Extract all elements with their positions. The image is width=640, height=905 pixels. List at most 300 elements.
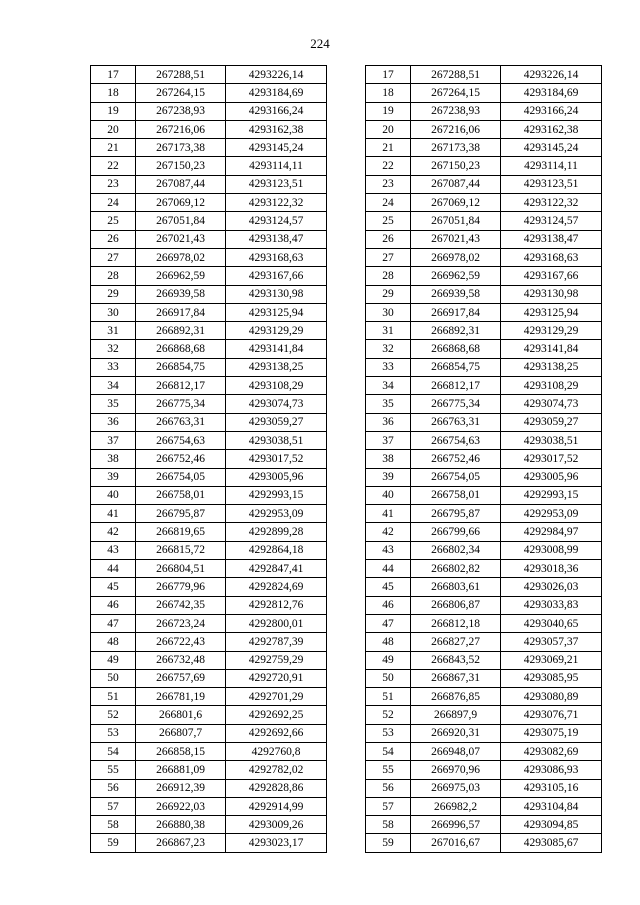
point-number-cell: 41 xyxy=(366,505,411,523)
point-number-cell: 24 xyxy=(91,194,136,212)
point-number-cell: 34 xyxy=(366,377,411,395)
y-coordinate-cell: 4293125,94 xyxy=(501,303,602,321)
point-number-cell: 46 xyxy=(91,596,136,614)
table-row xyxy=(366,486,602,504)
x-coordinate-cell: 266807,7 xyxy=(136,724,226,742)
y-coordinate-cell: 4292701,29 xyxy=(226,688,327,706)
point-number-cell: 23 xyxy=(91,175,136,193)
y-coordinate-cell: 4293040,65 xyxy=(501,614,602,632)
point-number-cell: 18 xyxy=(91,84,136,102)
x-coordinate-cell: 267238,93 xyxy=(411,102,501,120)
point-number-cell: 53 xyxy=(91,724,136,742)
table-row xyxy=(366,596,602,614)
table-row xyxy=(366,761,602,779)
x-coordinate-cell: 267087,44 xyxy=(136,175,226,193)
y-coordinate-cell: 4292800,01 xyxy=(226,614,327,632)
x-coordinate-cell: 267087,44 xyxy=(411,175,501,193)
x-coordinate-cell: 266775,34 xyxy=(136,395,226,413)
y-coordinate-cell: 4293017,52 xyxy=(501,450,602,468)
point-number-cell: 28 xyxy=(91,267,136,285)
table-row xyxy=(91,413,327,431)
y-coordinate-cell: 4293122,32 xyxy=(501,194,602,212)
x-coordinate-cell: 266752,46 xyxy=(411,450,501,468)
table-row xyxy=(366,450,602,468)
y-coordinate-cell: 4293166,24 xyxy=(226,102,327,120)
point-number-cell: 59 xyxy=(91,834,136,852)
point-number-cell: 22 xyxy=(91,157,136,175)
y-coordinate-cell: 4293129,29 xyxy=(226,322,327,340)
x-coordinate-cell: 266806,87 xyxy=(411,596,501,614)
point-number-cell: 52 xyxy=(366,706,411,724)
x-coordinate-cell: 266802,34 xyxy=(411,541,501,559)
table-row xyxy=(366,285,602,303)
x-coordinate-cell: 266978,02 xyxy=(136,248,226,266)
point-number-cell: 26 xyxy=(91,230,136,248)
y-coordinate-cell: 4293138,47 xyxy=(501,230,602,248)
y-coordinate-cell: 4293104,84 xyxy=(501,797,602,815)
table-row xyxy=(366,395,602,413)
table-row xyxy=(366,303,602,321)
x-coordinate-cell: 267216,06 xyxy=(136,120,226,138)
table-row xyxy=(366,633,602,651)
y-coordinate-cell: 4293085,67 xyxy=(501,834,602,852)
y-coordinate-cell: 4293114,11 xyxy=(226,157,327,175)
point-number-cell: 27 xyxy=(91,248,136,266)
coordinates-table-right xyxy=(365,65,602,853)
table-row xyxy=(91,816,327,834)
point-number-cell: 35 xyxy=(91,395,136,413)
table-row xyxy=(366,175,602,193)
point-number-cell: 49 xyxy=(91,651,136,669)
point-number-cell: 38 xyxy=(366,450,411,468)
table-row xyxy=(366,834,602,852)
table-row xyxy=(366,322,602,340)
table-row xyxy=(366,578,602,596)
y-coordinate-cell: 4293184,69 xyxy=(501,84,602,102)
x-coordinate-cell: 266897,9 xyxy=(411,706,501,724)
y-coordinate-cell: 4293167,66 xyxy=(226,267,327,285)
x-coordinate-cell: 266754,63 xyxy=(136,431,226,449)
y-coordinate-cell: 4293167,66 xyxy=(501,267,602,285)
y-coordinate-cell: 4293080,89 xyxy=(501,688,602,706)
point-number-cell: 23 xyxy=(366,175,411,193)
x-coordinate-cell: 267238,93 xyxy=(136,102,226,120)
x-coordinate-cell: 266732,48 xyxy=(136,651,226,669)
x-coordinate-cell: 266803,61 xyxy=(411,578,501,596)
y-coordinate-cell: 4293023,17 xyxy=(226,834,327,852)
x-coordinate-cell: 266978,02 xyxy=(411,248,501,266)
y-coordinate-cell: 4293108,29 xyxy=(501,377,602,395)
y-coordinate-cell: 4293145,24 xyxy=(226,139,327,157)
y-coordinate-cell: 4293074,73 xyxy=(501,395,602,413)
y-coordinate-cell: 4292760,8 xyxy=(226,742,327,760)
y-coordinate-cell: 4293008,99 xyxy=(501,541,602,559)
y-coordinate-cell: 4293094,85 xyxy=(501,816,602,834)
y-coordinate-cell: 4293226,14 xyxy=(226,66,327,84)
x-coordinate-cell: 267051,84 xyxy=(411,212,501,230)
table-row xyxy=(91,120,327,138)
x-coordinate-cell: 266962,59 xyxy=(136,267,226,285)
table-row xyxy=(366,742,602,760)
y-coordinate-cell: 4292812,76 xyxy=(226,596,327,614)
point-number-cell: 55 xyxy=(91,761,136,779)
x-coordinate-cell: 267216,06 xyxy=(411,120,501,138)
y-coordinate-cell: 4292864,18 xyxy=(226,541,327,559)
table-row xyxy=(366,230,602,248)
point-number-cell: 32 xyxy=(366,340,411,358)
point-number-cell: 31 xyxy=(91,322,136,340)
y-coordinate-cell: 4293114,11 xyxy=(501,157,602,175)
y-coordinate-cell: 4293005,96 xyxy=(226,468,327,486)
y-coordinate-cell: 4293138,25 xyxy=(501,358,602,376)
x-coordinate-cell: 266892,31 xyxy=(136,322,226,340)
point-number-cell: 52 xyxy=(91,706,136,724)
y-coordinate-cell: 4293123,51 xyxy=(501,175,602,193)
point-number-cell: 37 xyxy=(366,431,411,449)
y-coordinate-cell: 4292692,66 xyxy=(226,724,327,742)
x-coordinate-cell: 267173,38 xyxy=(411,139,501,157)
x-coordinate-cell: 266754,05 xyxy=(411,468,501,486)
point-number-cell: 46 xyxy=(366,596,411,614)
point-number-cell: 50 xyxy=(366,669,411,687)
x-coordinate-cell: 266801,6 xyxy=(136,706,226,724)
point-number-cell: 47 xyxy=(366,614,411,632)
table-row xyxy=(366,102,602,120)
x-coordinate-cell: 266948,07 xyxy=(411,742,501,760)
table-row xyxy=(91,486,327,504)
table-row xyxy=(91,194,327,212)
x-coordinate-cell: 267051,84 xyxy=(136,212,226,230)
y-coordinate-cell: 4292984,97 xyxy=(501,523,602,541)
y-coordinate-cell: 4292720,91 xyxy=(226,669,327,687)
y-coordinate-cell: 4293141,84 xyxy=(501,340,602,358)
y-coordinate-cell: 4292899,28 xyxy=(226,523,327,541)
y-coordinate-cell: 4293162,38 xyxy=(501,120,602,138)
table-row xyxy=(366,614,602,632)
point-number-cell: 42 xyxy=(366,523,411,541)
table-row xyxy=(91,322,327,340)
table-row xyxy=(366,267,602,285)
table-row xyxy=(366,724,602,742)
point-number-cell: 47 xyxy=(91,614,136,632)
table-row xyxy=(91,688,327,706)
table-row xyxy=(91,267,327,285)
point-number-cell: 25 xyxy=(366,212,411,230)
y-coordinate-cell: 4293038,51 xyxy=(226,431,327,449)
point-number-cell: 38 xyxy=(91,450,136,468)
point-number-cell: 20 xyxy=(366,120,411,138)
y-coordinate-cell: 4293076,71 xyxy=(501,706,602,724)
x-coordinate-cell: 266742,35 xyxy=(136,596,226,614)
point-number-cell: 53 xyxy=(366,724,411,742)
table-row xyxy=(91,541,327,559)
table-row xyxy=(91,84,327,102)
y-coordinate-cell: 4293075,19 xyxy=(501,724,602,742)
point-number-cell: 29 xyxy=(91,285,136,303)
point-number-cell: 59 xyxy=(366,834,411,852)
x-coordinate-cell: 267021,43 xyxy=(136,230,226,248)
y-coordinate-cell: 4293123,51 xyxy=(226,175,327,193)
point-number-cell: 51 xyxy=(366,688,411,706)
point-number-cell: 45 xyxy=(366,578,411,596)
point-number-cell: 44 xyxy=(366,560,411,578)
y-coordinate-cell: 4293124,57 xyxy=(501,212,602,230)
point-number-cell: 30 xyxy=(91,303,136,321)
x-coordinate-cell: 266723,24 xyxy=(136,614,226,632)
x-coordinate-cell: 266815,72 xyxy=(136,541,226,559)
x-coordinate-cell: 267069,12 xyxy=(136,194,226,212)
x-coordinate-cell: 266812,18 xyxy=(411,614,501,632)
y-coordinate-cell: 4293184,69 xyxy=(226,84,327,102)
x-coordinate-cell: 266868,68 xyxy=(411,340,501,358)
x-coordinate-cell: 266939,58 xyxy=(411,285,501,303)
x-coordinate-cell: 266827,27 xyxy=(411,633,501,651)
y-coordinate-cell: 4292828,86 xyxy=(226,779,327,797)
y-coordinate-cell: 4293124,57 xyxy=(226,212,327,230)
table-row xyxy=(91,669,327,687)
point-number-cell: 29 xyxy=(366,285,411,303)
x-coordinate-cell: 266920,31 xyxy=(411,724,501,742)
point-number-cell: 18 xyxy=(366,84,411,102)
table-row xyxy=(91,395,327,413)
x-coordinate-cell: 266795,87 xyxy=(411,505,501,523)
y-coordinate-cell: 4293226,14 xyxy=(501,66,602,84)
y-coordinate-cell: 4292692,25 xyxy=(226,706,327,724)
point-number-cell: 36 xyxy=(91,413,136,431)
table-row xyxy=(366,66,602,84)
y-coordinate-cell: 4293141,84 xyxy=(226,340,327,358)
x-coordinate-cell: 266752,46 xyxy=(136,450,226,468)
table-row xyxy=(366,468,602,486)
table-row xyxy=(91,724,327,742)
y-coordinate-cell: 4293074,73 xyxy=(226,395,327,413)
y-coordinate-cell: 4293057,37 xyxy=(501,633,602,651)
table-row xyxy=(366,139,602,157)
y-coordinate-cell: 4293129,29 xyxy=(501,322,602,340)
y-coordinate-cell: 4293082,69 xyxy=(501,742,602,760)
point-number-cell: 20 xyxy=(91,120,136,138)
x-coordinate-cell: 267069,12 xyxy=(411,194,501,212)
y-coordinate-cell: 4293033,83 xyxy=(501,596,602,614)
point-number-cell: 57 xyxy=(91,797,136,815)
x-coordinate-cell: 266758,01 xyxy=(136,486,226,504)
table-row xyxy=(91,834,327,852)
point-number-cell: 48 xyxy=(91,633,136,651)
y-coordinate-cell: 4292914,99 xyxy=(226,797,327,815)
table-row xyxy=(91,779,327,797)
table-row xyxy=(91,377,327,395)
point-number-cell: 57 xyxy=(366,797,411,815)
point-number-cell: 19 xyxy=(91,102,136,120)
point-number-cell: 54 xyxy=(91,742,136,760)
y-coordinate-cell: 4293145,24 xyxy=(501,139,602,157)
point-number-cell: 55 xyxy=(366,761,411,779)
table-row xyxy=(91,742,327,760)
point-number-cell: 31 xyxy=(366,322,411,340)
x-coordinate-cell: 266912,39 xyxy=(136,779,226,797)
y-coordinate-cell: 4293138,47 xyxy=(226,230,327,248)
point-number-cell: 51 xyxy=(91,688,136,706)
table-row xyxy=(91,139,327,157)
table-row xyxy=(91,358,327,376)
x-coordinate-cell: 266802,82 xyxy=(411,560,501,578)
point-number-cell: 50 xyxy=(91,669,136,687)
table-row xyxy=(91,230,327,248)
table-row xyxy=(366,541,602,559)
point-number-cell: 45 xyxy=(91,578,136,596)
table-row xyxy=(366,340,602,358)
point-number-cell: 40 xyxy=(366,486,411,504)
point-number-cell: 49 xyxy=(366,651,411,669)
x-coordinate-cell: 266881,09 xyxy=(136,761,226,779)
point-number-cell: 17 xyxy=(91,66,136,84)
point-number-cell: 54 xyxy=(366,742,411,760)
x-coordinate-cell: 266867,31 xyxy=(411,669,501,687)
y-coordinate-cell: 4292782,02 xyxy=(226,761,327,779)
point-number-cell: 56 xyxy=(366,779,411,797)
point-number-cell: 41 xyxy=(91,505,136,523)
point-number-cell: 32 xyxy=(91,340,136,358)
y-coordinate-cell: 4293122,32 xyxy=(226,194,327,212)
point-number-cell: 21 xyxy=(366,139,411,157)
point-number-cell: 33 xyxy=(366,358,411,376)
table-row xyxy=(91,340,327,358)
table-row xyxy=(91,797,327,815)
table-row xyxy=(91,761,327,779)
x-coordinate-cell: 266781,19 xyxy=(136,688,226,706)
table-row xyxy=(366,212,602,230)
x-coordinate-cell: 266775,34 xyxy=(411,395,501,413)
x-coordinate-cell: 266996,57 xyxy=(411,816,501,834)
x-coordinate-cell: 266819,65 xyxy=(136,523,226,541)
x-coordinate-cell: 267021,43 xyxy=(411,230,501,248)
y-coordinate-cell: 4293085,95 xyxy=(501,669,602,687)
point-number-cell: 44 xyxy=(91,560,136,578)
y-coordinate-cell: 4292759,29 xyxy=(226,651,327,669)
x-coordinate-cell: 266763,31 xyxy=(411,413,501,431)
point-number-cell: 17 xyxy=(366,66,411,84)
x-coordinate-cell: 266843,52 xyxy=(411,651,501,669)
x-coordinate-cell: 266854,75 xyxy=(136,358,226,376)
table-row xyxy=(91,651,327,669)
table-row xyxy=(366,248,602,266)
table-row xyxy=(91,560,327,578)
x-coordinate-cell: 266812,17 xyxy=(136,377,226,395)
page-number: 224 xyxy=(310,36,330,51)
table-row xyxy=(366,816,602,834)
x-coordinate-cell: 266757,69 xyxy=(136,669,226,687)
table-row xyxy=(91,303,327,321)
table-row xyxy=(91,157,327,175)
point-number-cell: 48 xyxy=(366,633,411,651)
y-coordinate-cell: 4292824,69 xyxy=(226,578,327,596)
point-number-cell: 30 xyxy=(366,303,411,321)
point-number-cell: 58 xyxy=(91,816,136,834)
x-coordinate-cell: 266892,31 xyxy=(411,322,501,340)
point-number-cell: 43 xyxy=(91,541,136,559)
x-coordinate-cell: 266722,43 xyxy=(136,633,226,651)
x-coordinate-cell: 266970,96 xyxy=(411,761,501,779)
table-row xyxy=(366,797,602,815)
table-row xyxy=(91,248,327,266)
point-number-cell: 24 xyxy=(366,194,411,212)
table-row xyxy=(366,651,602,669)
x-coordinate-cell: 266754,63 xyxy=(411,431,501,449)
x-coordinate-cell: 267288,51 xyxy=(411,66,501,84)
table-row xyxy=(366,779,602,797)
table-row xyxy=(91,633,327,651)
y-coordinate-cell: 4293069,21 xyxy=(501,651,602,669)
table-row xyxy=(91,431,327,449)
y-coordinate-cell: 4293125,94 xyxy=(226,303,327,321)
x-coordinate-cell: 266876,85 xyxy=(411,688,501,706)
table-row xyxy=(91,212,327,230)
y-coordinate-cell: 4292787,39 xyxy=(226,633,327,651)
table-row xyxy=(366,413,602,431)
point-number-cell: 34 xyxy=(91,377,136,395)
y-coordinate-cell: 4293005,96 xyxy=(501,468,602,486)
x-coordinate-cell: 266939,58 xyxy=(136,285,226,303)
y-coordinate-cell: 4293168,63 xyxy=(226,248,327,266)
point-number-cell: 39 xyxy=(366,468,411,486)
point-number-cell: 40 xyxy=(91,486,136,504)
x-coordinate-cell: 266854,75 xyxy=(411,358,501,376)
point-number-cell: 42 xyxy=(91,523,136,541)
table-row xyxy=(366,377,602,395)
x-coordinate-cell: 266754,05 xyxy=(136,468,226,486)
table-row xyxy=(366,505,602,523)
point-number-cell: 58 xyxy=(366,816,411,834)
table-row xyxy=(91,505,327,523)
x-coordinate-cell: 266779,96 xyxy=(136,578,226,596)
x-coordinate-cell: 266922,03 xyxy=(136,797,226,815)
x-coordinate-cell: 267150,23 xyxy=(136,157,226,175)
x-coordinate-cell: 267264,15 xyxy=(411,84,501,102)
x-coordinate-cell: 266880,38 xyxy=(136,816,226,834)
point-number-cell: 37 xyxy=(91,431,136,449)
y-coordinate-cell: 4292847,41 xyxy=(226,560,327,578)
x-coordinate-cell: 266867,23 xyxy=(136,834,226,852)
table-row xyxy=(91,578,327,596)
table-row xyxy=(366,560,602,578)
x-coordinate-cell: 266795,87 xyxy=(136,505,226,523)
x-coordinate-cell: 267288,51 xyxy=(136,66,226,84)
point-number-cell: 22 xyxy=(366,157,411,175)
x-coordinate-cell: 267173,38 xyxy=(136,139,226,157)
y-coordinate-cell: 4292993,15 xyxy=(226,486,327,504)
x-coordinate-cell: 266982,2 xyxy=(411,797,501,815)
table-row xyxy=(366,120,602,138)
y-coordinate-cell: 4293168,63 xyxy=(501,248,602,266)
point-number-cell: 21 xyxy=(91,139,136,157)
x-coordinate-cell: 267264,15 xyxy=(136,84,226,102)
table-row xyxy=(91,468,327,486)
x-coordinate-cell: 266758,01 xyxy=(411,486,501,504)
point-number-cell: 56 xyxy=(91,779,136,797)
table-row xyxy=(366,194,602,212)
y-coordinate-cell: 4293038,51 xyxy=(501,431,602,449)
point-number-cell: 28 xyxy=(366,267,411,285)
y-coordinate-cell: 4293105,16 xyxy=(501,779,602,797)
coordinates-table-left xyxy=(90,65,327,853)
y-coordinate-cell: 4293017,52 xyxy=(226,450,327,468)
point-number-cell: 26 xyxy=(366,230,411,248)
table-row xyxy=(91,175,327,193)
y-coordinate-cell: 4293009,26 xyxy=(226,816,327,834)
y-coordinate-cell: 4293108,29 xyxy=(226,377,327,395)
y-coordinate-cell: 4293130,98 xyxy=(226,285,327,303)
x-coordinate-cell: 266812,17 xyxy=(411,377,501,395)
